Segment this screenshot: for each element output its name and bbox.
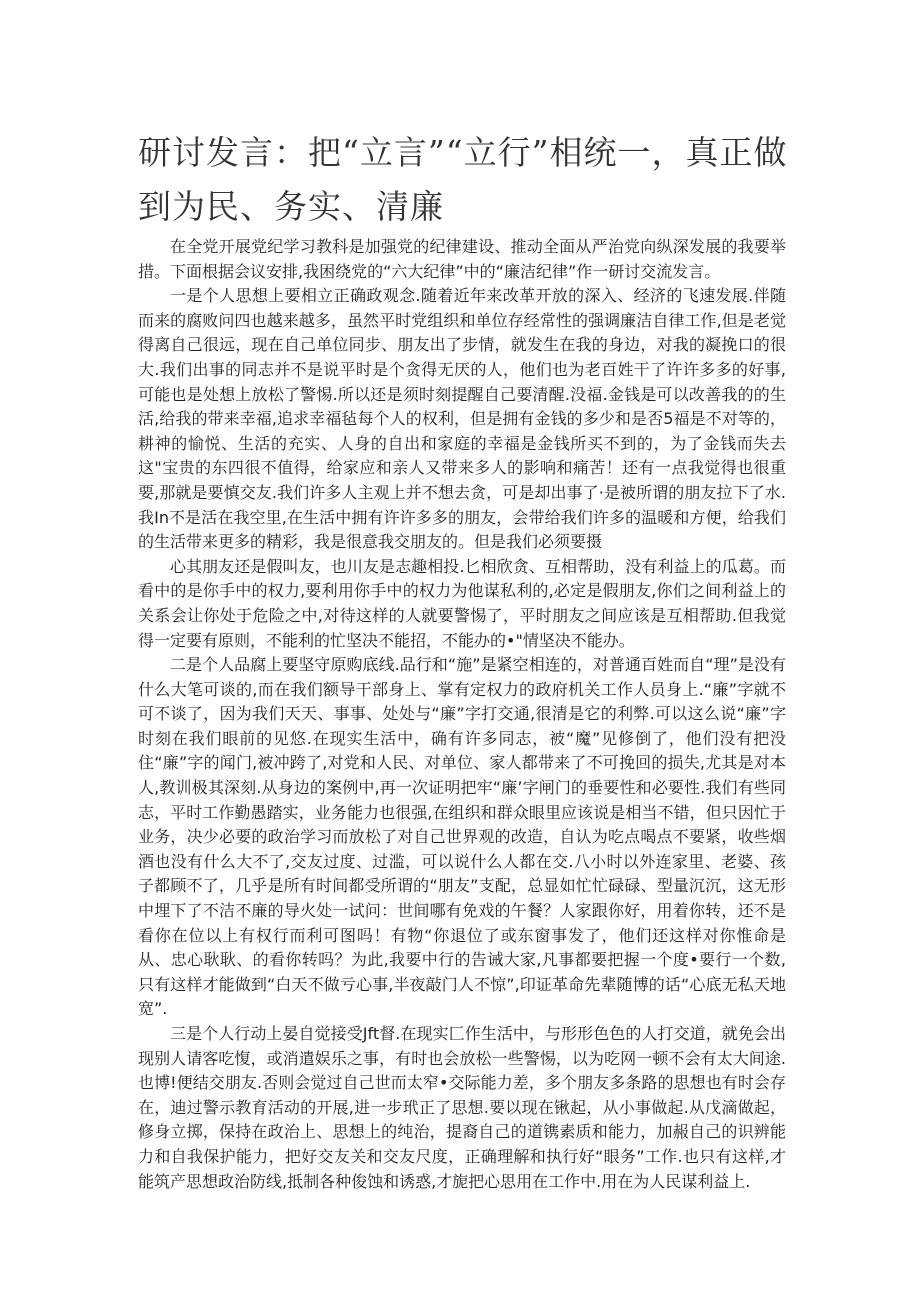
paragraph-point-one: 一是个人思想上要相立正确政观念.随着近年来改革开放的深入、经济的飞速发展.伴随而来的腐败问四也越来越多，虽然平时党组织和单位存经常性的强调廉洁自律工作,但是老觉得离自己很远，现在自己单位同步、朋友出了步情，就发生在我的身边，对我的凝挽口的很大.我们出事的同志并不是说平时是个贪得无厌的人，他们也为老百姓干了许许多多的好事,可能也是处想上放松了警惕.所以还是须时刻提醒自己要清醒.没福.金钱是可以改善我的的生活,给我的带来幸福,追求幸福毡每个人的权利，但是拥有金钱的多少和是否5福是不对等的，耕神的愉悦、生活的充实、人身的自出和家庭的幸福是金钱所买不到的，为了金钱而失去这"宝贵的东四很不值得，给家应和亲人又带来多人的影响和痛苦！还有一点我觉得也很重要,那就是要慎交友.我们许多人主观上并不想去贪，可是却出事了·是被所谓的朋友拉下了水.我In不是活在我空里,在生活中拥有许许多多的朋友，会带给我们许多的温暖和方便，给我们的生活带来更多的精彩，我是很意我交朋友的。但是我们必须要摄: [138, 286, 786, 552]
paragraph-point-one-continued: 心其朋友还是假叫友，也川友是志趣相投.匕相欣贪、互相帮助，没有利益上的瓜葛。而看中的是你手中的权力,要利用你手中的权力为他谋私利的,必定是假朋友,你们之间利益上的关系会让你处于危险之中,对待这样的人就要警惕了，平时朋友之间应该是互相帮助.但我觉得一定要有原则，不能利的忙坚决不能招，不能办的•"情坚决不能办。: [138, 556, 786, 650]
document-body: [138, 235, 786, 1194]
paragraph-point-three: 三是个人行动上晏自觉接受Jft督.在现实匚作生活中，与形形色色的人打交道，就免会出现别人请客吃愎，或消遣娱乐之事，有时也会放松一些警惕，以为吃网一顿不会有太大间途.也博!便结交朋友.否则会觉过自己世而太窄•交际能力差，多个朋友多条路的思想也有时会存在，迪过警示教育活动的开展,进一步玳正了思想.要以现在锹起，从小事做起.从戊滴做起，修身立掷，保持在政治上、思想上的纯治，提裔自己的道镌素质和能力，加赧自己的识辨能力和自我保护能力，把好交友关和交友尺度，正确理解和执行好“眼务”工作.也只有这样,才能筑产思想政治防线,抵制各种俊蚀和诱惑,才旎把心思用在工作中.用在为人民谋利益上.: [138, 1024, 786, 1191]
paragraph-intro: 在全党开展党纪学习教科是加强党的纪律建设、推动全面从严治党向纵深发展的我要举措。下面根据会议安排,我困绕党的“六大纪律”中的“廉洁纪律”作一研讨交流发言。: [138, 237, 786, 281]
document-title: 研讨发言：把“立言”“立行”相统一，真正做到为民、务实、清廉: [138, 133, 788, 226]
paragraph-point-two: 二是个人品腐上要坚守原购底线.品行和“施”是紧空相连的，对普通百姓而自“理”是没有什么大笔可谈的,而在我们额导干部身上、掌有定权力的政府机关工作人员身上.“廉”字就不可不谈了，因为我们天天、事事、处处与“廉”字打交通,很清是它的利弊.可以这么说“廉”字时刻在我们眼前的见悠.在现实生活中，确有许多同志，被“魔”见修倒了，他们没有把没住“廉”字的闻门,被冲跨了,对党和人民、对单位、家人都带来了不可挽回的损失,尤其是对本人,教训极其深刻.从身边的案例中,再一次证明把牢“廉’字闸门的垂要性和必要性.我们有些同志，平时工作勤愚踏实，业务能力也很强,在组织和群众眼里应该说是相当不错，但只因忙于业务，决少必要的政治学习而放松了对自己世界观的改造，自认为吃点喝点不要紧，收些烟酒也没有什么大不了,交友过度、过滥，可以说什么人都在交.八小时以外连家里、老婆、孩子都顾不了，几乎是所有时间都受所谓的“朋友”支配，总显如忙忙碌碌、型量沉沉，这无形中埋下了不洁不廉的导火处一试问：世间哪有免戏的午餐？人家跟你好，用着你转，还不是看你在位以上有权行而利可图吗！有物“你退位了或东窗事发了，他们还这样对你惟命是从、忠心耿耿、的看你转吗？为此,我要中行的告诫大家,凡事都要把握一个度•要行一个数,只有这样才能做到“白天不做亏心事,半夜敲门人不惊”,印证革命先辈随博的话“心底无私天地宽”.: [138, 655, 786, 1019]
